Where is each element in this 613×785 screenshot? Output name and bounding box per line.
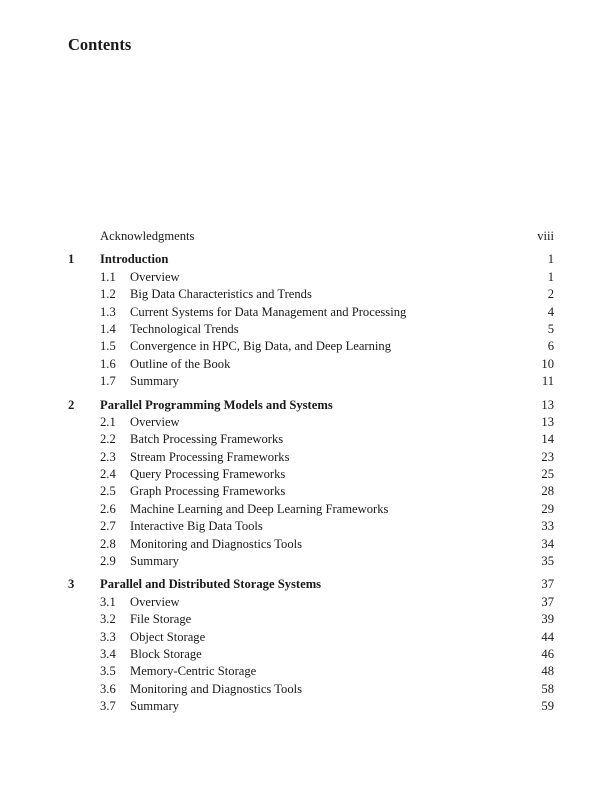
entry-title: Overview <box>130 594 180 609</box>
entry-page-number: 13 <box>541 397 554 412</box>
toc-section-entry <box>68 286 554 303</box>
entry-page-number: 44 <box>541 629 554 644</box>
entry-page-number: 58 <box>541 681 554 696</box>
toc-front-entry <box>68 228 554 245</box>
entry-number: 2.9 <box>100 554 116 569</box>
toc-section-entry <box>68 466 554 483</box>
entry-page-number: 39 <box>541 612 554 627</box>
entry-title: Convergence in HPC, Big Data, and Deep Learning <box>130 339 392 354</box>
entry-number: 1 <box>68 252 75 267</box>
entry-page-number: 25 <box>541 467 554 482</box>
entry-title: Current Systems for Data Management and Processing <box>130 304 407 319</box>
entry-number: 2.1 <box>100 414 116 429</box>
entry-title: Technological Trends <box>130 321 239 336</box>
entry-page-number: 13 <box>541 414 554 429</box>
entry-page-number: 1 <box>547 269 554 284</box>
entry-page-number: 1 <box>547 252 554 267</box>
entry-number: 2.6 <box>100 501 116 516</box>
toc-section-entry <box>68 414 554 431</box>
entry-title: Stream Processing Frameworks <box>130 449 290 464</box>
entry-title: Overview <box>130 414 180 429</box>
entry-page-number: 35 <box>541 554 554 569</box>
entry-title: Summary <box>130 699 179 714</box>
toc-section-entry <box>68 269 554 286</box>
toc-section-entry <box>68 611 554 628</box>
entry-number: 3.1 <box>100 594 116 609</box>
entry-number: 2.8 <box>100 536 116 551</box>
entry-title: Machine Learning and Deep Learning Frameworks <box>130 501 389 516</box>
entry-title: Batch Processing Frameworks <box>130 432 284 447</box>
toc-section-entry <box>68 594 554 611</box>
toc-section-entry <box>68 536 554 553</box>
toc-section-entry <box>68 321 554 338</box>
entry-page-number: 33 <box>541 519 554 534</box>
entry-number: 2 <box>68 397 75 412</box>
entry-title: Big Data Characteristics and Trends <box>130 287 312 302</box>
toc-section-entry <box>68 304 554 321</box>
entry-page-number: 6 <box>547 339 554 354</box>
entry-page-number: 37 <box>541 594 554 609</box>
toc-section-entry <box>68 373 554 390</box>
entry-title: Summary <box>130 554 179 569</box>
toc-section-entry <box>68 681 554 698</box>
entry-title: File Storage <box>130 612 192 627</box>
entry-number: 3 <box>68 577 75 592</box>
toc-section-entry <box>68 646 554 663</box>
entry-number: 1.6 <box>100 356 116 371</box>
entry-title: Parallel Programming Models and Systems <box>100 397 333 412</box>
entry-number: 1.1 <box>100 269 116 284</box>
entry-title: Monitoring and Diagnostics Tools <box>130 681 303 696</box>
toc-section-entry <box>68 501 554 518</box>
entry-page-number: 11 <box>541 374 554 389</box>
entry-page-number: 23 <box>541 449 554 464</box>
entry-number: 3.4 <box>100 646 116 661</box>
entry-number: 3.3 <box>100 629 116 644</box>
entry-title: Block Storage <box>130 646 202 661</box>
entry-title: Interactive Big Data Tools <box>130 519 263 534</box>
entry-page-number: 5 <box>547 321 554 336</box>
entry-title: Overview <box>130 269 180 284</box>
entry-number: 1.3 <box>100 304 116 319</box>
table-of-contents <box>68 228 554 716</box>
entry-title: Introduction <box>100 252 169 267</box>
toc-section-entry <box>68 629 554 646</box>
entry-number: 2.2 <box>100 432 116 447</box>
entry-number: 2.5 <box>100 484 116 499</box>
entry-title: Parallel and Distributed Storage Systems <box>100 577 322 592</box>
entry-page-number: viii <box>537 229 554 243</box>
entry-title: Memory-Centric Storage <box>130 664 257 679</box>
entry-page-number: 48 <box>541 664 554 679</box>
entry-number: 1.7 <box>100 374 116 389</box>
entry-title: Summary <box>130 374 179 389</box>
entry-number: 1.4 <box>100 321 116 336</box>
entry-page-number: 37 <box>541 577 554 592</box>
entry-page-number: 4 <box>547 304 554 319</box>
entry-number: 1.5 <box>100 339 116 354</box>
entry-title: Acknowledgments <box>100 229 195 243</box>
entry-page-number: 28 <box>541 484 554 499</box>
toc-section-entry <box>68 663 554 680</box>
toc-section-entry <box>68 483 554 500</box>
entry-number: 3.6 <box>100 681 116 696</box>
entry-page-number: 2 <box>547 287 554 302</box>
toc-section-entry <box>68 356 554 373</box>
entry-number: 2.4 <box>100 467 116 482</box>
entry-title: Outline of the Book <box>130 356 231 371</box>
entry-page-number: 46 <box>541 646 554 661</box>
toc-section-entry <box>68 338 554 355</box>
entry-title: Monitoring and Diagnostics Tools <box>130 536 303 551</box>
entry-title: Query Processing Frameworks <box>130 467 286 482</box>
toc-section-entry <box>68 698 554 715</box>
toc-chapter-entry <box>68 576 554 593</box>
toc-section-entry <box>68 518 554 535</box>
entry-number: 3.2 <box>100 612 116 627</box>
page-title: Contents <box>68 35 132 54</box>
toc-section-entry <box>68 449 554 466</box>
entry-page-number: 59 <box>541 699 554 714</box>
entry-number: 3.5 <box>100 664 116 679</box>
entry-number: 2.3 <box>100 449 116 464</box>
toc-chapter-entry <box>68 251 554 268</box>
toc-chapter-entry <box>68 397 554 414</box>
entry-number: 1.2 <box>100 287 116 302</box>
entry-page-number: 29 <box>541 501 554 516</box>
toc-section-entry <box>68 553 554 570</box>
entry-page-number: 14 <box>541 432 554 447</box>
entry-page-number: 34 <box>541 536 554 551</box>
toc-section-entry <box>68 431 554 448</box>
entry-page-number: 10 <box>541 356 554 371</box>
entry-title: Graph Processing Frameworks <box>130 484 286 499</box>
entry-title: Object Storage <box>130 629 206 644</box>
entry-number: 2.7 <box>100 519 116 534</box>
entry-number: 3.7 <box>100 699 116 714</box>
